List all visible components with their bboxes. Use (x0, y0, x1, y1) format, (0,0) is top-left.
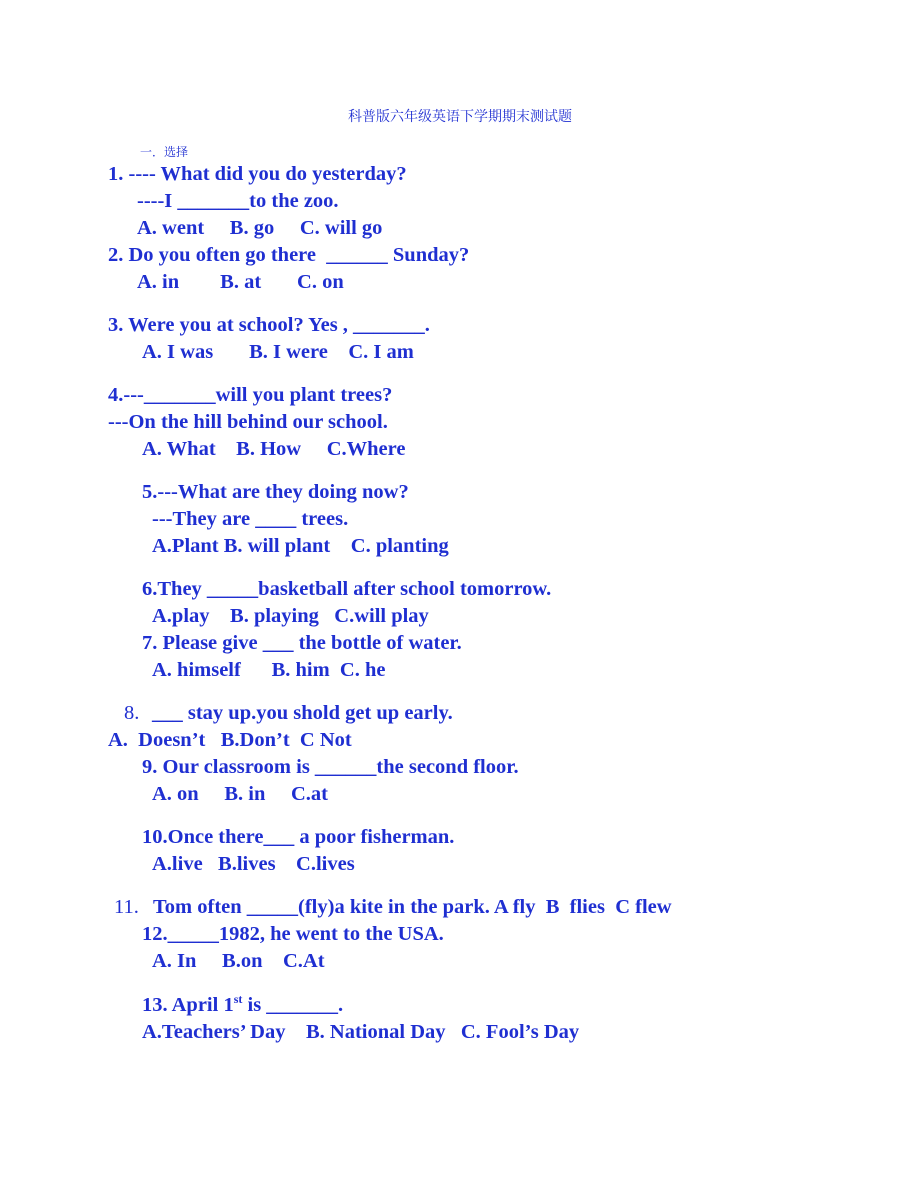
q8-number: 8. (124, 702, 140, 724)
q2-options: A. in B. at C. on (137, 271, 344, 293)
q12-options: A. In B.on C.At (152, 950, 325, 972)
q6-stem: 6.They _____basketball after school tomorrow. (142, 578, 552, 600)
q13-stem-after: is _______. (242, 994, 344, 1016)
q3-stem: 3. Were you at school? Yes , _______. (108, 314, 430, 336)
q4-options: A. What B. How C.Where (142, 438, 406, 460)
q2-stem: 2. Do you often go there ______ Sunday? (108, 244, 470, 266)
q5-options: A.Plant B. will plant C. planting (152, 535, 449, 557)
q13-stem-sup: st (233, 992, 243, 1007)
q7-stem: 7. Please give ___ the bottle of water. (142, 632, 462, 654)
q13-stem (142, 993, 343, 1017)
q10-options: A.live B.lives C.lives (152, 853, 355, 875)
q4-stem: 4.---_______will you plant trees? (108, 384, 393, 406)
q9-stem: 9. Our classroom is ______the second floor. (142, 756, 519, 778)
q5-stem: 5.---What are they doing now? (142, 481, 409, 503)
q1-options: A. went B. go C. will go (137, 217, 383, 239)
page-title: 科普版六年级英语下学期期末测试题 (348, 109, 572, 125)
q6-options: A.play B. playing C.will play (152, 605, 429, 627)
section-heading: 一．选择 (140, 145, 189, 159)
q8-options: A. Doesn’t B.Don’t C Not (108, 729, 352, 751)
q7-options: A. himself B. him C. he (152, 659, 386, 681)
q10-stem: 10.Once there___ a poor fisherman. (142, 826, 455, 848)
q11-number: 11. (114, 896, 139, 918)
q12-stem: 12._____1982, he went to the USA. (142, 923, 444, 945)
q13-stem-before: 13. April 1 (142, 994, 234, 1016)
q3-options: A. I was B. I were C. I am (142, 341, 414, 363)
q9-options: A. on B. in C.at (152, 783, 328, 805)
q4-line2: ---On the hill behind our school. (108, 411, 388, 433)
q11-stem: Tom often _____(fly)a kite in the park. A fly B flies C flew (153, 896, 672, 918)
q13-options: A.Teachers’ Day B. National Day C. Fool’s Day (142, 1021, 580, 1043)
q1-line2: ----I _______to the zoo. (137, 190, 339, 212)
q8-stem: ___ stay up.you shold get up early. (152, 702, 453, 724)
q5-line2: ---They are ____ trees. (152, 508, 349, 530)
q1-stem: 1. ---- What did you do yesterday? (108, 163, 407, 185)
